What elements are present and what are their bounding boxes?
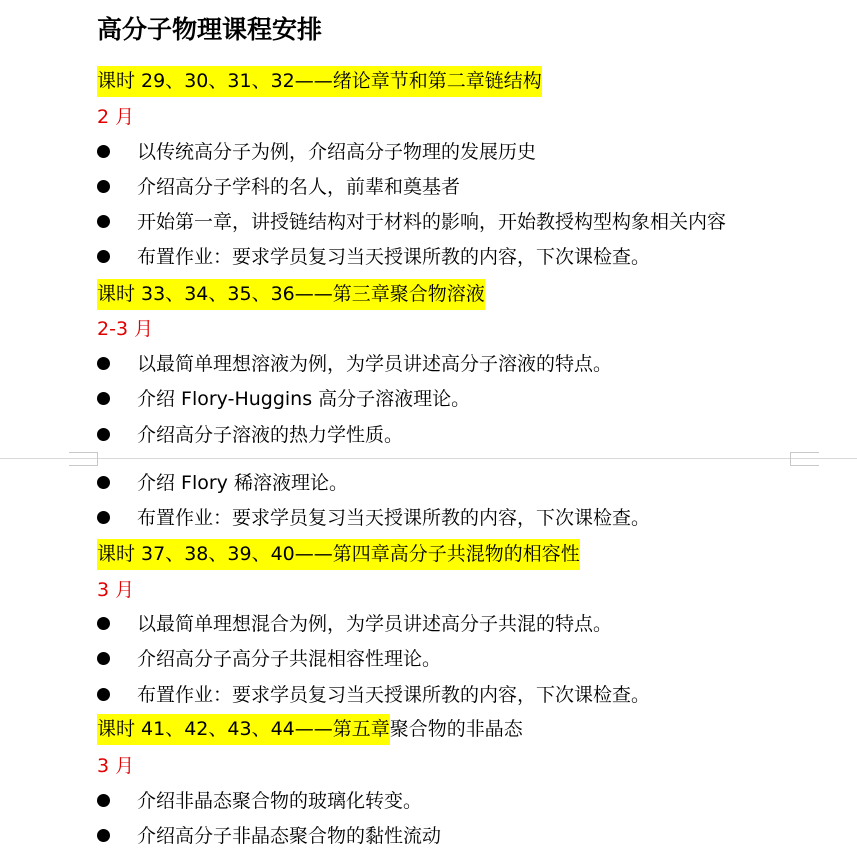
bullet-icon: [97, 652, 110, 665]
highlighted-heading-text: 课时 41、42、43、44——第五章: [97, 714, 390, 745]
month-label: 3 月: [97, 755, 135, 777]
section-heading: [97, 279, 485, 310]
page-corner-mark: [790, 452, 819, 466]
section-heading: [97, 714, 523, 745]
list-item-text: 以传统高分子为例，介绍高分子物理的发展历史: [137, 141, 537, 163]
highlighted-heading-text: 课时 33、34、35、36——第三章聚合物溶液: [97, 279, 485, 310]
list-item-text: 布置作业：要求学员复习当天授课所教的内容，下次课检查。: [137, 507, 651, 529]
list-item-text: 介绍非晶态聚合物的玻璃化转变。: [137, 790, 423, 812]
list-item-text: 介绍高分子溶液的热力学性质。: [137, 424, 404, 446]
highlighted-heading-text: 课时 29、30、31、32——绪论章节和第二章链结构: [97, 66, 542, 97]
list-item-text: 介绍 Flory-Huggins 高分子溶液理论。: [137, 388, 471, 410]
bullet-icon: [97, 511, 110, 524]
month-label: 2 月: [97, 106, 135, 128]
month-label: 2-3 月: [97, 318, 154, 340]
page-break-line: [0, 458, 857, 459]
list-item-text: 布置作业：要求学员复习当天授课所教的内容，下次课检查。: [137, 246, 651, 268]
bullet-icon: [97, 357, 110, 370]
month-label: 3 月: [97, 579, 135, 601]
bullet-icon: [97, 476, 110, 489]
list-item-text: 布置作业：要求学员复习当天授课所教的内容，下次课检查。: [137, 684, 651, 706]
bullet-icon: [97, 794, 110, 807]
bullet-icon: [97, 215, 110, 228]
section-heading: [97, 66, 542, 97]
page-corner-mark: [69, 452, 98, 466]
bullet-icon: [97, 617, 110, 630]
list-item-text: 开始第一章，讲授链结构对于材料的影响，开始教授构型构象相关内容: [137, 211, 727, 233]
bullet-icon: [97, 145, 110, 158]
bullet-icon: [97, 392, 110, 405]
highlighted-heading-text: 课时 37、38、39、40——第四章高分子共混物的相容性: [97, 539, 580, 570]
document-title: 高分子物理课程安排: [97, 15, 323, 44]
list-item-text: 介绍高分子高分子共混相容性理论。: [137, 648, 442, 670]
list-item-text: 介绍高分子学科的名人，前辈和奠基者: [137, 176, 461, 198]
list-item-text: 以最简单理想溶液为例，为学员讲述高分子溶液的特点。: [137, 353, 613, 375]
section-heading: [97, 539, 580, 570]
list-item-text: 介绍高分子非晶态聚合物的黏性流动: [137, 825, 442, 847]
list-item-text: 以最简单理想混合为例，为学员讲述高分子共混的特点。: [137, 613, 613, 635]
bullet-icon: [97, 829, 110, 842]
bullet-icon: [97, 428, 110, 441]
bullet-icon: [97, 250, 110, 263]
list-item-text: 介绍 Flory 稀溶液理论。: [137, 472, 348, 494]
bullet-icon: [97, 688, 110, 701]
bullet-icon: [97, 180, 110, 193]
heading-rest-text: 聚合物的非晶态: [389, 718, 523, 740]
